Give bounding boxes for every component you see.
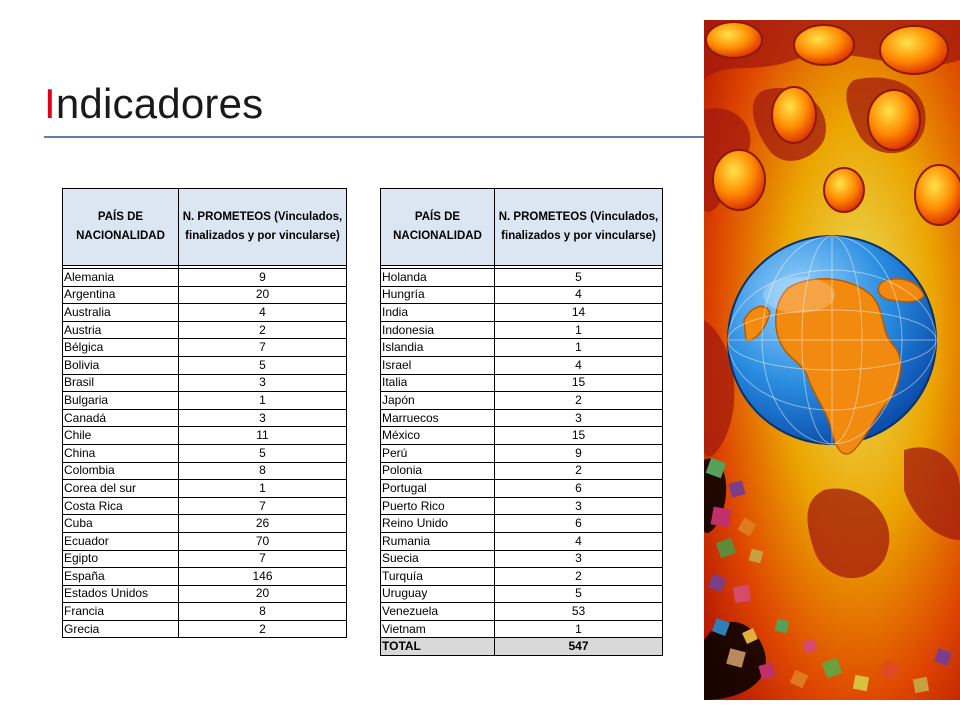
table-row (63, 603, 347, 621)
decorative-globe-artwork (704, 20, 960, 700)
table-row (63, 620, 347, 638)
table-row (63, 427, 347, 445)
count-cell: 2 (179, 321, 347, 339)
page-title-rest: ndicadores (55, 80, 264, 127)
table-row (381, 392, 663, 410)
country-cell: Polonia (381, 462, 495, 480)
table-row (381, 409, 663, 427)
country-cell: Marruecos (381, 409, 495, 427)
table-row (381, 304, 663, 322)
count-cell: 6 (495, 480, 663, 498)
country-cell: Bolivia (63, 356, 179, 374)
count-cell: 15 (495, 374, 663, 392)
country-cell: Islandia (381, 339, 495, 357)
country-cell: Chile (63, 427, 179, 445)
table-row (63, 444, 347, 462)
table-row (381, 339, 663, 357)
count-cell: 8 (179, 462, 347, 480)
table-row (381, 374, 663, 392)
count-cell: 9 (179, 269, 347, 287)
count-cell: 53 (495, 603, 663, 621)
table-row (381, 286, 663, 304)
table-row (381, 550, 663, 568)
country-cell: Portugal (381, 480, 495, 498)
table-row (381, 444, 663, 462)
table-row (63, 497, 347, 515)
table-row (63, 532, 347, 550)
count-cell: 11 (179, 427, 347, 445)
table-row (381, 620, 663, 638)
table-row (381, 462, 663, 480)
title-divider (44, 136, 790, 138)
count-cell: 1 (179, 480, 347, 498)
total-value: 547 (495, 638, 663, 656)
country-cell: Indonesia (381, 321, 495, 339)
country-cell: China (63, 444, 179, 462)
count-cell: 1 (495, 339, 663, 357)
count-cell: 1 (495, 321, 663, 339)
count-cell: 2 (495, 568, 663, 586)
country-cell: Holanda (381, 269, 495, 287)
count-cell: 2 (495, 462, 663, 480)
total-row (381, 638, 663, 656)
count-cell: 9 (495, 444, 663, 462)
country-cell: Grecia (63, 620, 179, 638)
table-row (381, 585, 663, 603)
count-cell: 3 (495, 409, 663, 427)
table-row (63, 321, 347, 339)
count-cell: 6 (495, 515, 663, 533)
header-country: PAÍS DE NACIONALIDAD (381, 189, 495, 266)
table-row (63, 356, 347, 374)
page-title (44, 78, 263, 130)
count-cell: 3 (495, 497, 663, 515)
count-cell: 70 (179, 532, 347, 550)
count-cell: 3 (495, 550, 663, 568)
country-cell: Japón (381, 392, 495, 410)
country-cell: Alemania (63, 269, 179, 287)
count-cell: 8 (179, 603, 347, 621)
country-cell: Hungría (381, 286, 495, 304)
count-cell: 2 (179, 620, 347, 638)
table-row (63, 374, 347, 392)
table-row (63, 480, 347, 498)
count-cell: 4 (495, 532, 663, 550)
country-cell: España (63, 568, 179, 586)
total-label: TOTAL (381, 638, 495, 656)
country-cell: Rumania (381, 532, 495, 550)
country-cell: Bélgica (63, 339, 179, 357)
country-cell: Argentina (63, 286, 179, 304)
count-cell: 5 (495, 269, 663, 287)
table-row (381, 497, 663, 515)
table-row (381, 269, 663, 287)
count-cell: 26 (179, 515, 347, 533)
count-cell: 3 (179, 409, 347, 427)
country-cell: Israel (381, 356, 495, 374)
table-row (381, 568, 663, 586)
country-cell: Venezuela (381, 603, 495, 621)
countries-table-left (62, 188, 347, 638)
country-cell: Cuba (63, 515, 179, 533)
count-cell: 1 (179, 392, 347, 410)
count-cell: 14 (495, 304, 663, 322)
table-row (63, 462, 347, 480)
table-row (381, 480, 663, 498)
country-cell: Egipto (63, 550, 179, 568)
count-cell: 7 (179, 550, 347, 568)
table-row (381, 321, 663, 339)
country-cell: Estados Unidos (63, 585, 179, 603)
header-count: N. PROMETEOS (Vinculados, finalizados y por vincularse) (179, 189, 347, 266)
count-cell: 146 (179, 568, 347, 586)
table-row (381, 427, 663, 445)
count-cell: 7 (179, 497, 347, 515)
country-cell: Corea del sur (63, 480, 179, 498)
table-row (63, 304, 347, 322)
count-cell: 15 (495, 427, 663, 445)
country-cell: Turquía (381, 568, 495, 586)
table-row (381, 603, 663, 621)
country-cell: Francia (63, 603, 179, 621)
count-cell: 20 (179, 286, 347, 304)
country-cell: Bulgaria (63, 392, 179, 410)
header-count: N. PROMETEOS (Vinculados, finalizados y por vincularse) (495, 189, 663, 266)
country-cell: India (381, 304, 495, 322)
count-cell: 4 (495, 286, 663, 304)
country-cell: Canadá (63, 409, 179, 427)
table-row (63, 585, 347, 603)
count-cell: 5 (495, 585, 663, 603)
count-cell: 3 (179, 374, 347, 392)
count-cell: 4 (495, 356, 663, 374)
country-cell: Colombia (63, 462, 179, 480)
count-cell: 5 (179, 356, 347, 374)
country-cell: Ecuador (63, 532, 179, 550)
countries-table-right (380, 188, 663, 656)
table-row (381, 356, 663, 374)
count-cell: 7 (179, 339, 347, 357)
country-cell: México (381, 427, 495, 445)
table-row (381, 515, 663, 533)
country-cell: Suecia (381, 550, 495, 568)
count-cell: 5 (179, 444, 347, 462)
country-cell: Puerto Rico (381, 497, 495, 515)
table-row (63, 568, 347, 586)
country-cell: Australia (63, 304, 179, 322)
country-cell: Costa Rica (63, 497, 179, 515)
header-country: PAÍS DE NACIONALIDAD (63, 189, 179, 266)
count-cell: 20 (179, 585, 347, 603)
count-cell: 1 (495, 620, 663, 638)
country-cell: Vietnam (381, 620, 495, 638)
table-row (63, 550, 347, 568)
count-cell: 2 (495, 392, 663, 410)
country-cell: Italia (381, 374, 495, 392)
country-cell: Brasil (63, 374, 179, 392)
country-cell: Perú (381, 444, 495, 462)
count-cell: 4 (179, 304, 347, 322)
country-cell: Uruguay (381, 585, 495, 603)
page-title-initial: I (44, 80, 56, 127)
table-row (381, 532, 663, 550)
table-row (63, 409, 347, 427)
table-row (63, 515, 347, 533)
table-row (63, 269, 347, 287)
table-row (63, 286, 347, 304)
table-row (63, 392, 347, 410)
country-cell: Reino Unido (381, 515, 495, 533)
country-cell: Austria (63, 321, 179, 339)
table-row (63, 339, 347, 357)
